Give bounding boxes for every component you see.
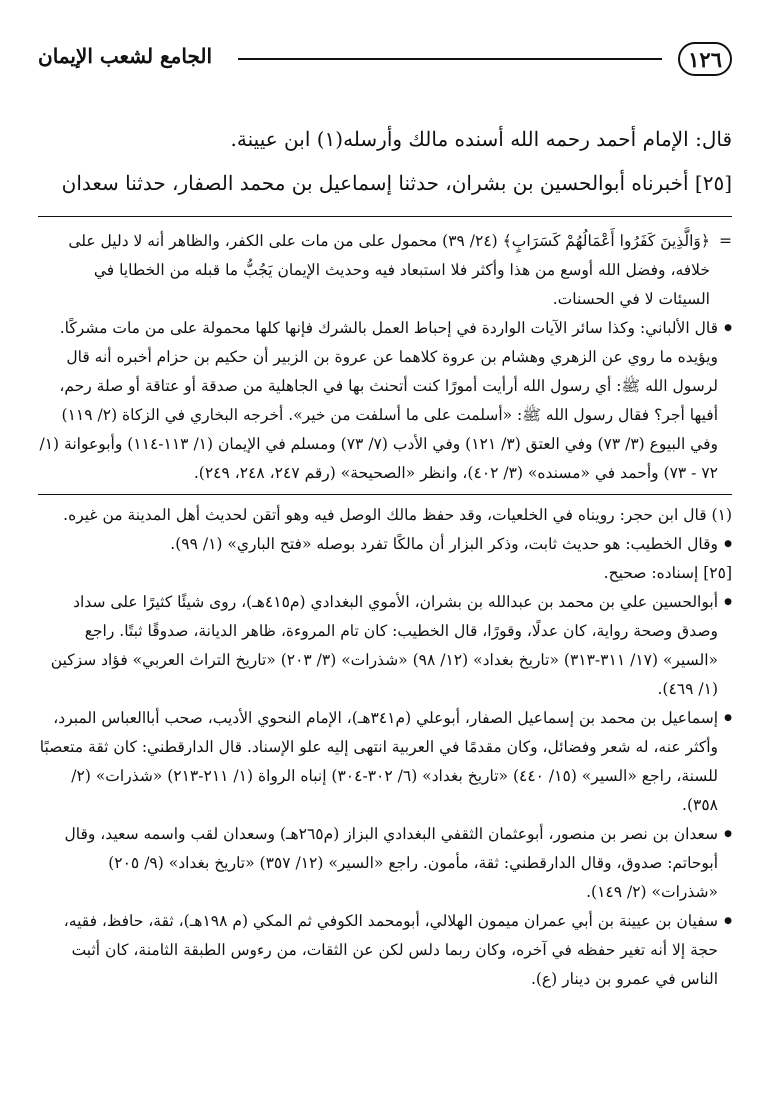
narrator-saadan: ● سعدان بن نصر بن منصور، أبوعثمان الثقفي البغدادي البزاز (م٢٦٥هـ) وسعدان لقب واسمه سعيد، وقال أبوحاتم: صدوق، وقال الدارقطني: ثقة، مأمون. راجع «السير» (١٢/ ٣٥٧) «تاريخ بغداد» (٩/ ٢٠٥) «شذرات» (٢/ ١٤٩). <box>38 820 732 907</box>
note-albani: ● قال الألباني: وكذا سائر الآيات الواردة في إحباط العمل بالشرك فإنها كلها محمولة على من مات مشركًا. ويؤيده ما روي عن الزهري وهشام بن عروة كلاهما عن عروة بن الزبير أن حكيم بن حزام أخبره أنه قال لرسول الله ﷺ: أي رسول الله أرأيت أمورًا كنت أتحنث بها في الجاهلية من صدقة أو عتاقة أو صلة رحم، أفيها أجر؟ فقال رسول الله ﷺ: «أسلمت على ما أسلفت من خير». أخرجه البخاري في الزكاة (٢/ ١١٩) وفي البيوع (٣/ ٧٣) وفي العتق (٣/ ١٢١) وفي الأدب (٧/ ٧٣) ومسلم في الإيمان (١/ ١١٣-١١٤) وأبوعوانة (١/ ٧٢ - ٧٣) وأحمد في «مسنده» (٣/ ٤٠٢)، وانظر «الصحيحة» (رقم ٢٤٧، ٢٤٨، ٢٤٩). <box>38 314 732 488</box>
header-rule <box>238 58 662 60</box>
book-title: الجامع لشعب الإيمان <box>38 44 213 68</box>
book-page <box>38 28 732 994</box>
footnotes <box>38 227 732 994</box>
note-khatib: ● وقال الخطيب: هو حديث ثابت، وذكر البزار أن مالكًا تفرد بوصله «فتح الباري» (١/ ٩٩). <box>38 530 732 559</box>
main-text <box>38 120 732 202</box>
narrator-bishran: ● أبوالحسين علي بن محمد بن عبدالله بن بشران، الأموي البغدادي (م٤١٥هـ)، روى شيئًا كثيرًا على سداد وصدق وصحة رواية، كان عدلًا، وقورًا، قال الخطيب: كان تام المروءة، ظاهر الديانة، صدوقًا ثبتًا. راجع «السير» (١٧/ ٣١١-٣١٣) «تاريخ بغداد» (١٢/ ٩٨) «شذرات» (٣/ ٢٠٣) «تاريخ التراث العربي» فؤاد سزكين (١/ ٤٦٩). <box>38 588 732 704</box>
footnote-1: (١) قال ابن حجر: رويناه في الخلعيات، وقد حفظ مالك الوصل فيه وهو أتقن لحديث أهل المدينة من غيره. <box>63 506 732 524</box>
isnad-heading: [٢٥] إسناده: صحيح. <box>603 564 732 582</box>
narrator-sufyan: ● سفيان بن عيينة بن أبي عمران ميمون الهلالي، أبومحمد الكوفي ثم المكي (م ١٩٨هـ)، ثقة، حافظ، فقيه، حجة إلا أنه تغير حفظه في آخره، وكان ربما دلس لكن عن الثقات، من رءوس الطبقة الثامنة، كان أثبت الناس في عمرو بن دينار (ع). <box>38 907 732 994</box>
page-header <box>38 28 732 92</box>
continued-note-text: ﴿وَالَّذِينَ كَفَرُوا أَعْمَالُهُمْ كَسَرَابٍ﴾ (٢٤/ ٣٩) محمول على من مات على الكفر، والظاهر أنه لا دليل على خلافه، وفضل الله أوسع من هذا وأكثر فلا استبعاد فيه وحديث الإيمان يَجُبُّ ما قبله من الخطايا في السيئات لا في الحسنات. <box>68 232 710 308</box>
continued-note <box>38 227 732 314</box>
continuation-marker: = <box>719 232 732 250</box>
page-number: ١٢٦ <box>678 42 732 76</box>
narrator-saffar: ● إسماعيل بن محمد بن إسماعيل الصفار، أبوعلي (م٣٤١هـ)، الإمام النحوي الأديب، صحب أباالعباس المبرد، وأكثر عنه، له شعر وفضائل، وكان مقدمًا في العربية انتهى إليه علو الإسناد. قال الدارقطني: كان ثقة متعصبًا للسنة، راجع «السير» (١٥/ ٤٤٠) «تاريخ بغداد» (٦/ ٣٠٢-٣٠٤) إنباه الرواة (١/ ٢١١-٢١٣) «شذرات» (٢/ ٣٥٨). <box>38 704 732 820</box>
footnote-rule <box>38 494 732 495</box>
main-line-2: [٢٥] أخبرناه أبوالحسين بن بشران، حدثنا إسماعيل بن محمد الصفار، حدثنا سعدان <box>61 171 732 195</box>
main-line-1: قال: الإمام أحمد رحمه الله أسنده مالك وأرسله(١) ابن عيينة. <box>230 127 732 151</box>
footnote-divider <box>38 216 732 217</box>
